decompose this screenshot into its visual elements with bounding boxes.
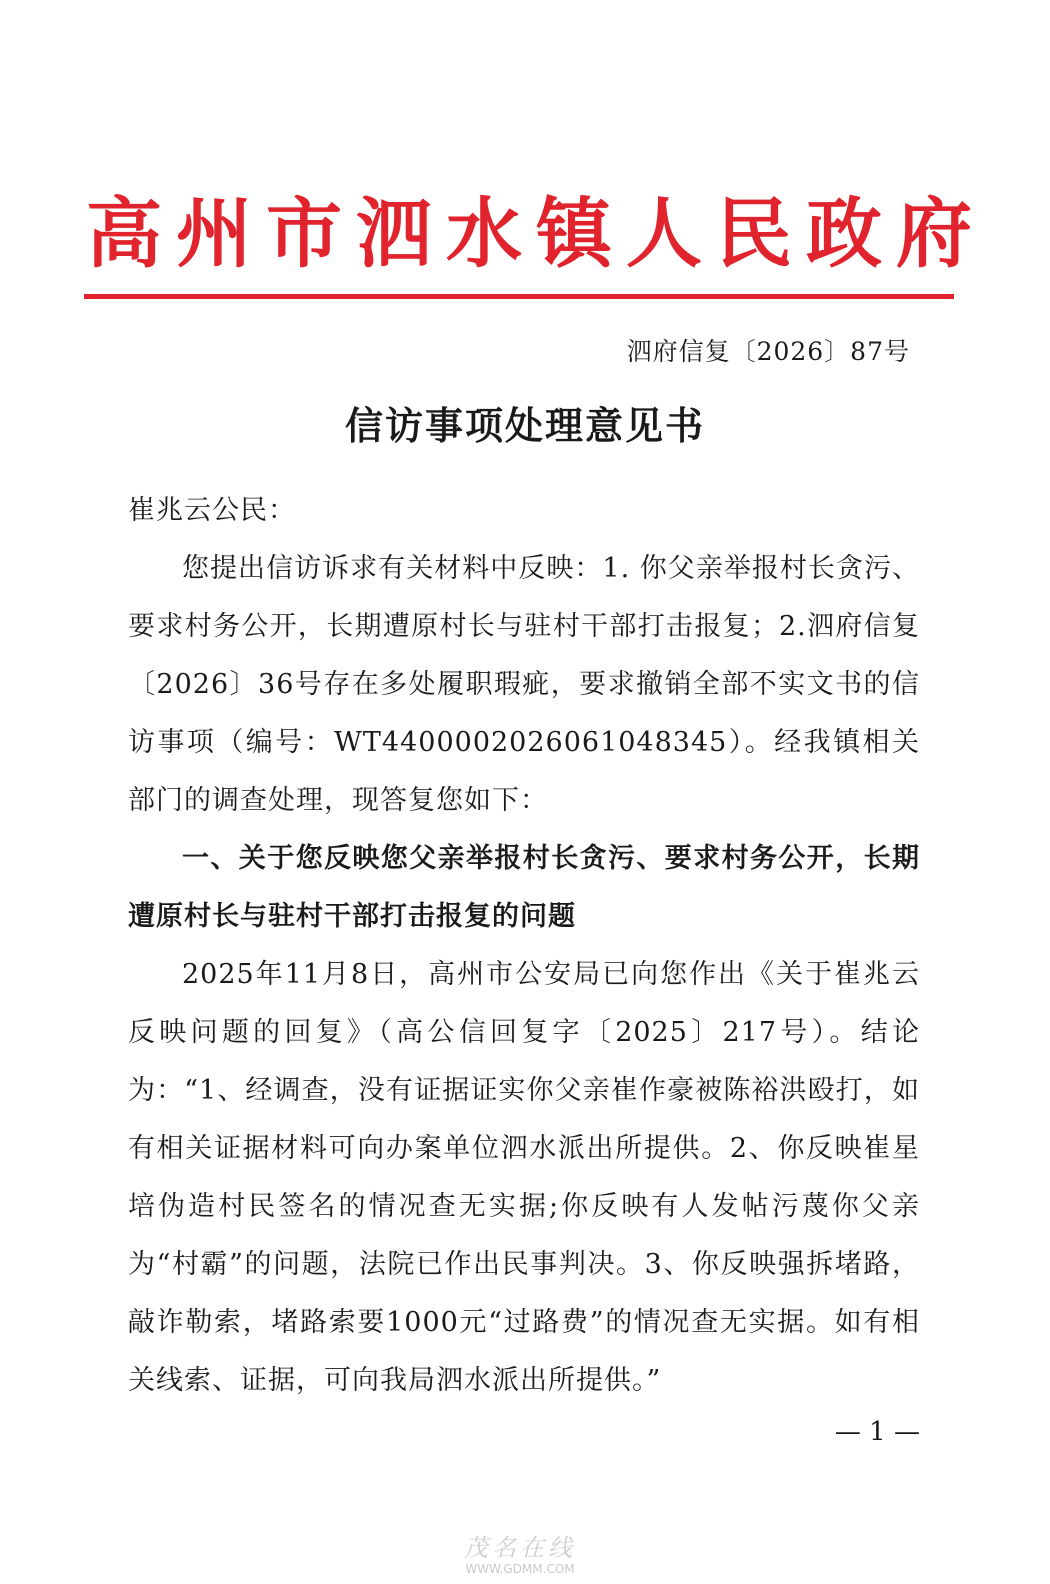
intro-paragraph: 您提出信访诉求有关材料中反映：1. 你父亲举报村长贪污、要求村务公开，长期遭原村长与驻村干部打击报复；2.泗府信复〔2026〕36号存在多处履职瑕疵，要求撤销全部不实文书的信访事项（编号：WT4400002026061048345）。经我镇相关部门的调查处理，现答复您如下： [128,553,920,816]
document-number: 泗府信复〔2026〕87号 [626,337,910,366]
salutation: 崔兆云公民： [128,495,296,526]
issuer-header: 高州市泗水镇人民政府 [86,189,986,278]
red-divider-line [84,294,954,299]
document-title: 信访事项处理意见书 [344,403,705,448]
page-number: — 1 — [834,1417,920,1447]
site-watermark [420,1534,620,1576]
section-heading: 一、关于您反映您父亲举报村长贪污、要求村务公开，长期遭原村长与驻村干部打击报复的问题 [128,843,920,932]
watermark-logo: 茂名在线 [464,1534,576,1562]
section-paragraph: 2025年11月8日，高州市公安局已向您作出《关于崔兆云反映问题的回复》（高公信回复字〔2025〕217号）。结论为：“1、经调查，没有证据证实你父亲崔作豪被陈裕洪殴打，如有相关证据材料可向办案单位泗水派出所提供。2、你反映崔星培伪造村民签名的情况查无实据;你反映有人发帖污蔑你父亲为“村霸”的问题，法院已作出民事判决。3、你反映强拆堵路，敲诈勒索，堵路索要1000元“过路费”的情况查无实据。如有相关线索、证据，可向我局泗水派出所提供。” [128,959,920,1396]
document-body [128,480,920,1410]
watermark-url: WWW.GDMM.COM [465,1562,575,1576]
